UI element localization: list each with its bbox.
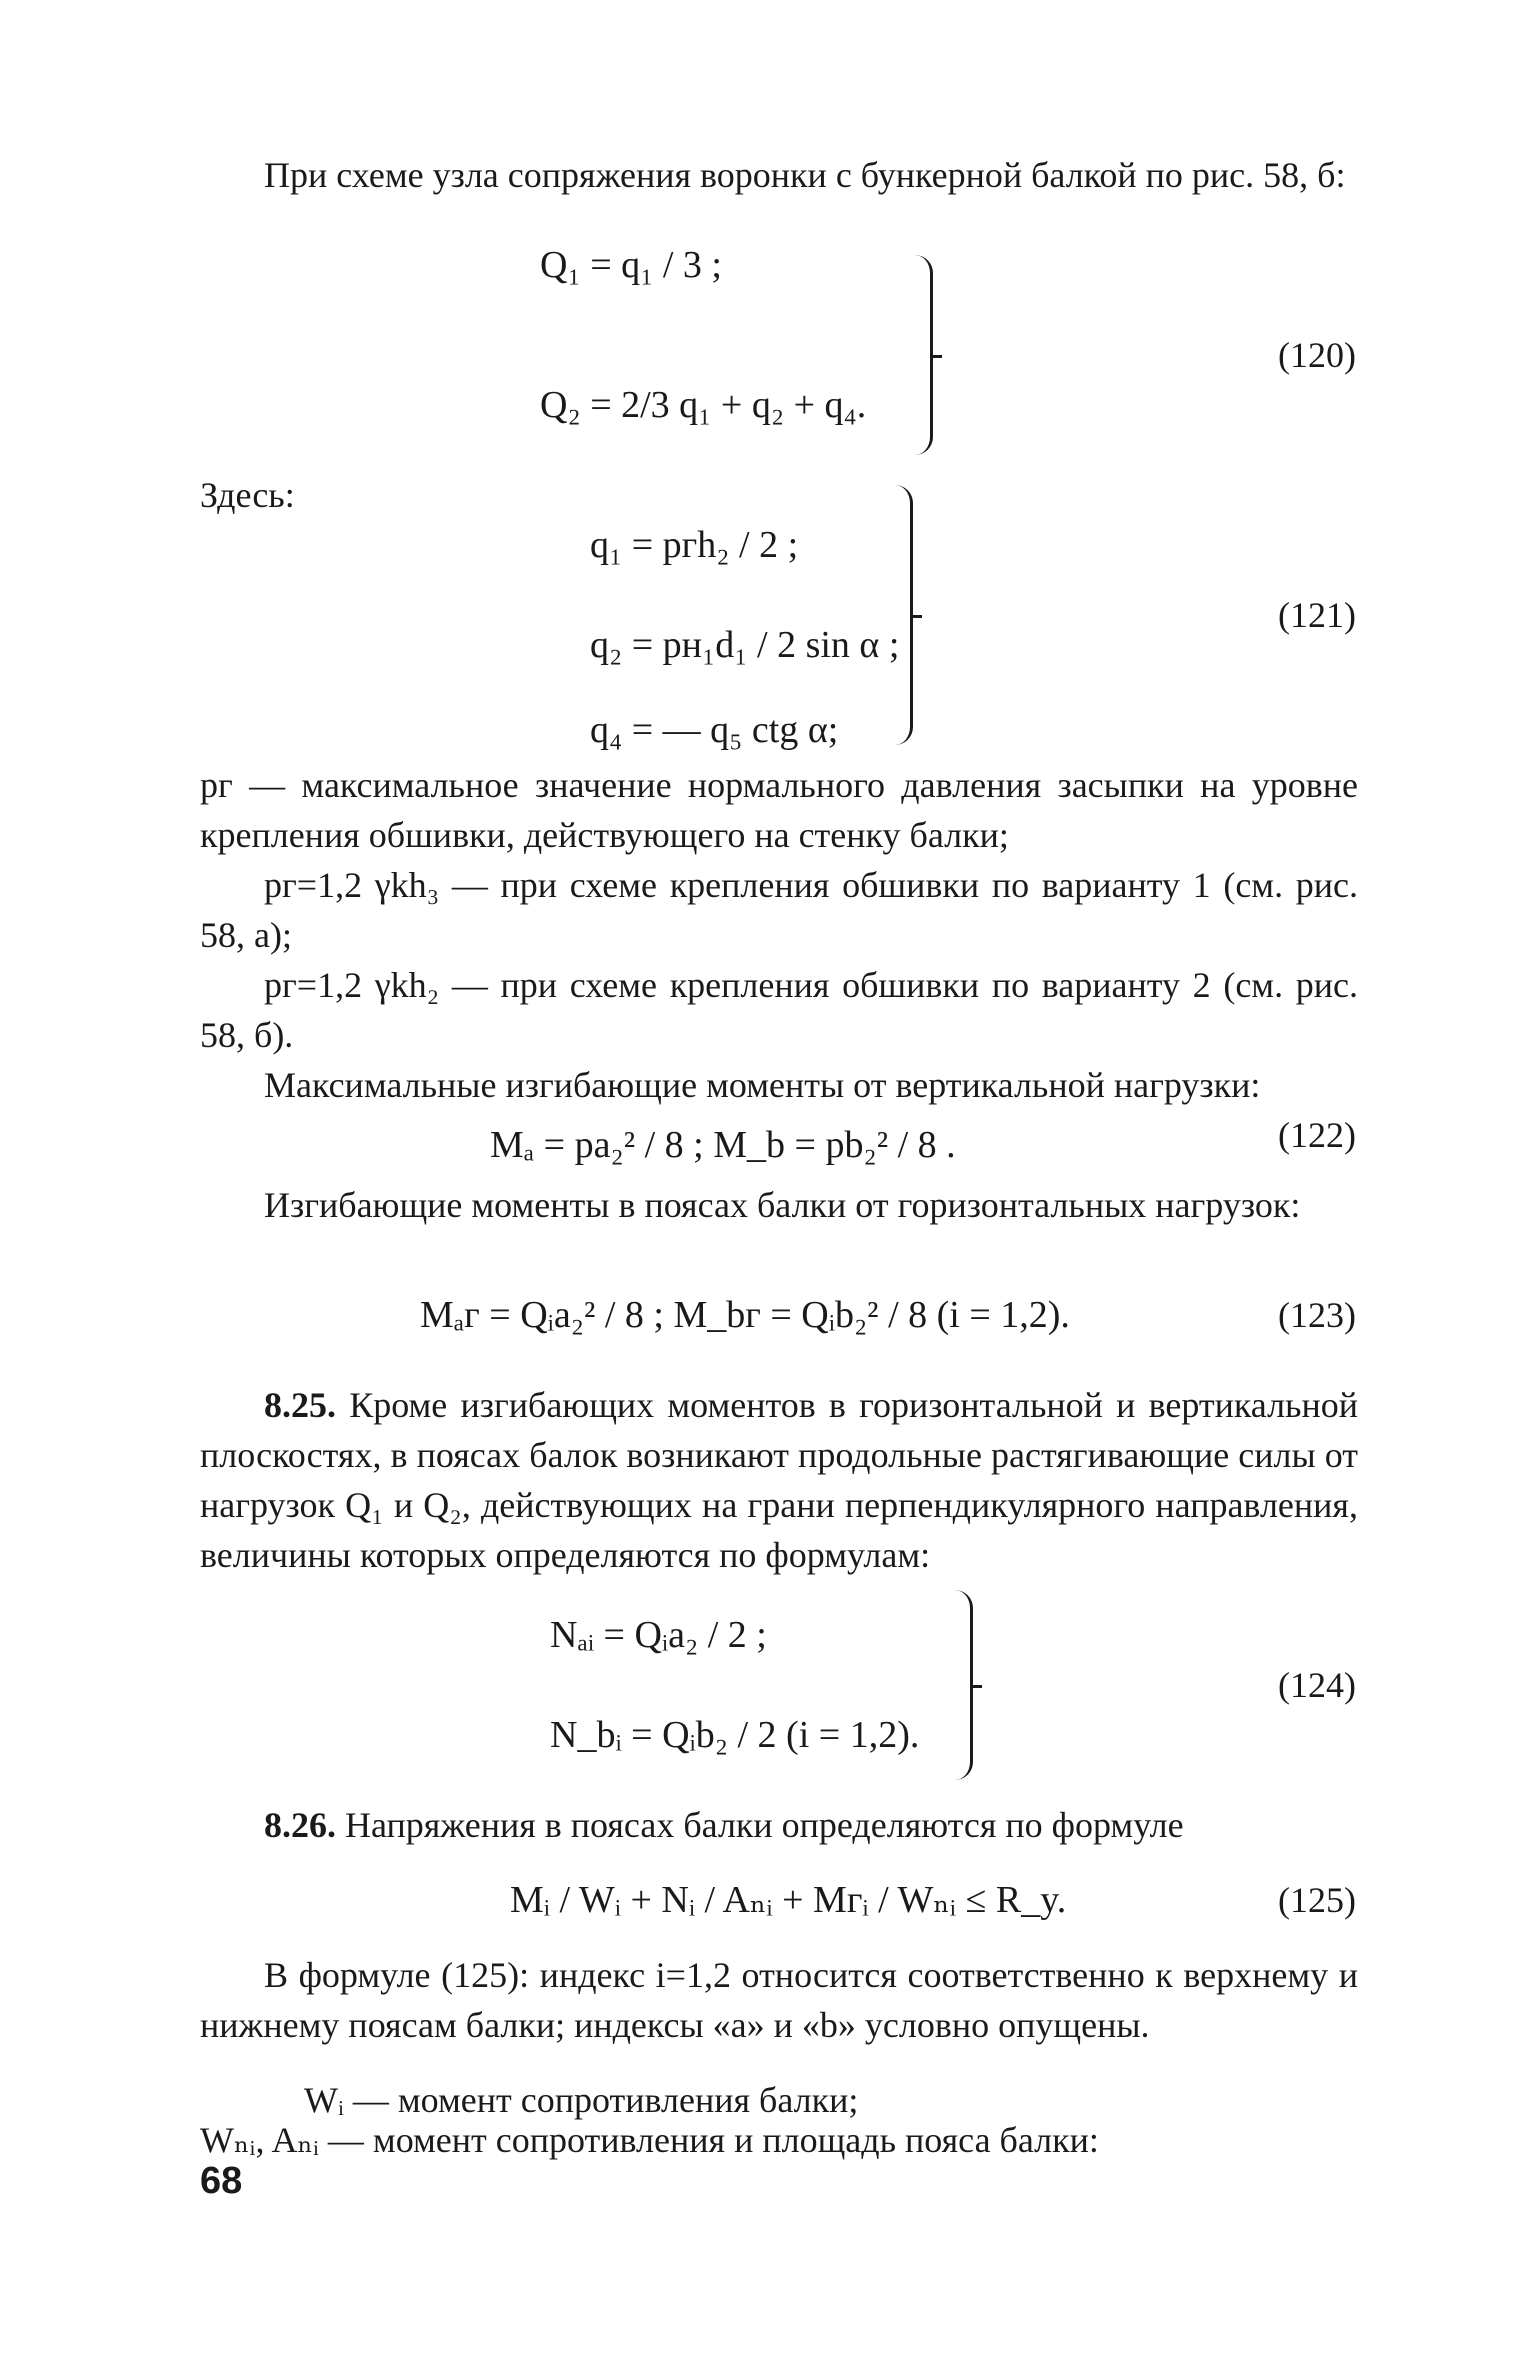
eq120-line2: Q₂ = 2/3 q₁ + q₂ + q₄. bbox=[540, 384, 867, 426]
eq125-line: Mᵢ / Wᵢ + Nᵢ / Aₙᵢ + Mгᵢ / Wₙᵢ ≤ R_y. bbox=[510, 1879, 1067, 1921]
paragraph-8-26-number: 8.26. bbox=[264, 1805, 336, 1845]
eq121-line1: q₁ = pгh₂ / 2 ; bbox=[590, 524, 799, 566]
page-number: 68 bbox=[200, 2160, 243, 2202]
paragraph-8-26-text: Напряжения в поясах балки определяются по формуле bbox=[345, 1805, 1184, 1845]
eq121-number: (121) bbox=[1278, 595, 1356, 635]
eq124-number: (124) bbox=[1278, 1665, 1356, 1705]
eq121-brace bbox=[880, 485, 913, 745]
here-label: Здесь: bbox=[200, 475, 295, 515]
intro-paragraph: При схеме узла сопряжения воронки с бункерной балкой по рис. 58, б: bbox=[264, 155, 1346, 195]
eq121-line3: q₄ = — q₅ ctg α; bbox=[590, 709, 839, 751]
eq122-number: (122) bbox=[1278, 1115, 1356, 1155]
eq123-line: Mₐг = Qᵢa₂² / 8 ; M_bг = Qᵢb₂² / 8 (i = 1,2). bbox=[420, 1294, 1070, 1336]
paragraph-8-25 bbox=[200, 1380, 1358, 1580]
eq124-line2: N_bᵢ = Qᵢb₂ / 2 (i = 1,2). bbox=[550, 1714, 920, 1756]
eq122-text: Mₐ = pa₂² / 8 ; M_b = pb₂² / 8 . bbox=[490, 1124, 956, 1166]
eq120-brace bbox=[900, 255, 933, 455]
eq123-number: (123) bbox=[1278, 1295, 1356, 1335]
eq122-line bbox=[490, 1070, 956, 1166]
definition-variant-1: pг=1,2 γkh₃ — при схеме крепления обшивки по варианту 1 (см. рис. 58, а); bbox=[200, 865, 1358, 955]
definition-W-A: Wₙᵢ, Aₙᵢ — момент сопротивления и площадь пояса балки: bbox=[200, 2120, 1099, 2160]
eq120-line1: Q₁ = q₁ / 3 ; bbox=[540, 244, 722, 286]
definition-pg: pг — максимальное значение нормального давления засыпки на уровне крепления обшивки, действующего на стенку балки; bbox=[200, 765, 1358, 855]
definition-W: Wᵢ — момент сопротивления балки; bbox=[304, 2080, 859, 2120]
paragraph-8-26 bbox=[200, 1800, 1358, 1850]
paragraph-8-25-number: 8.25. bbox=[264, 1385, 336, 1425]
eq124-line1: Nₐᵢ = Qᵢa₂ / 2 ; bbox=[550, 1614, 767, 1656]
eq120-number: (120) bbox=[1278, 335, 1356, 375]
max-moments-paragraph: Максимальные изгибающие моменты от вертикальной нагрузки: bbox=[264, 1065, 1261, 1105]
eq121-line2: q₂ = pн₁d₁ / 2 sin α ; bbox=[590, 624, 900, 666]
horizontal-moments-paragraph: Изгибающие моменты в поясах балки от горизонтальных нагрузок: bbox=[264, 1185, 1301, 1225]
paragraph-8-25-text: Кроме изгибающих моментов в горизонтальной и вертикальной плоскостях, в поясах балок возникают продольные растягивающие силы от нагрузок Q₁ и Q₂, действующих на грани перпендикулярного направления, величины которых определяются по формулам: bbox=[200, 1385, 1359, 1575]
eq124-brace bbox=[940, 1590, 973, 1780]
definition-variant-2: pг=1,2 γkh₂ — при схеме крепления обшивки по варианту 2 (см. рис. 58, б). bbox=[200, 965, 1358, 1055]
eq125-number: (125) bbox=[1278, 1880, 1356, 1920]
formula-note-paragraph: В формуле (125): индекс i=1,2 относится соответственно к верхнему и нижнему поясам балки; индексы «а» и «b» условно опущены. bbox=[200, 1955, 1358, 2045]
